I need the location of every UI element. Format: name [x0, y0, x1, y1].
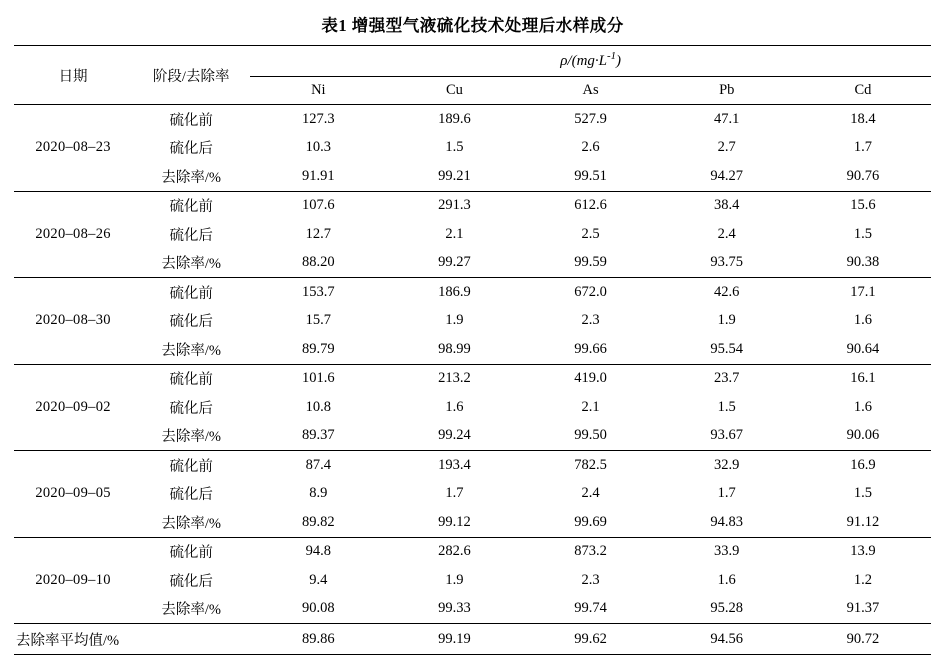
cell-value: 15.6: [795, 191, 931, 220]
table-row: [14, 364, 931, 393]
summary-value: 90.72: [795, 624, 931, 655]
table-row: [14, 422, 931, 451]
cell-value: 2.4: [581, 485, 600, 502]
cell-value: 1.7: [445, 485, 464, 502]
cell-value: 99.51: [574, 167, 607, 184]
cell-value: 99.66: [574, 340, 607, 357]
cell-value: 2.5: [581, 225, 600, 242]
header-col-cd: Cd: [795, 77, 931, 105]
cell-value: 9.4: [309, 571, 328, 588]
row-stage-label: 硫化前: [132, 451, 250, 480]
cell-value: 94.27: [710, 167, 744, 184]
cell-value: 153.7: [250, 278, 386, 307]
cell-value: 612.6: [523, 191, 659, 220]
cell-value: 99.74: [574, 600, 607, 617]
cell-value: 1.7: [853, 139, 872, 156]
cell-value: 99.12: [438, 513, 471, 530]
summary-value: 99.62: [523, 624, 659, 655]
cell-value: 189.6: [386, 105, 522, 134]
cell-value: 1.5: [853, 225, 872, 242]
cell-value: 12.7: [305, 225, 331, 242]
rho-label: ρ/(mg·L: [560, 52, 608, 69]
cell-value: 2.3: [581, 571, 600, 588]
cell-value: 1.5: [445, 139, 464, 156]
cell-value: 15.7: [305, 312, 331, 329]
cell-value: 101.6: [250, 364, 386, 393]
row-stage-label: 硫化后: [169, 314, 213, 331]
cell-value: 1.6: [717, 571, 736, 588]
cell-value: 16.9: [795, 451, 931, 480]
summary-value: 99.19: [386, 624, 522, 655]
row-stage-label: 去除率/%: [161, 342, 221, 359]
cell-value: 23.7: [659, 364, 795, 393]
row-date: 2020–09–02: [14, 364, 132, 451]
water-sample-composition-table: [14, 45, 931, 655]
cell-value: 213.2: [386, 364, 522, 393]
rho-tail: ): [616, 52, 622, 69]
cell-value: 91.12: [846, 513, 880, 530]
cell-value: 419.0: [523, 364, 659, 393]
cell-value: 1.7: [717, 485, 736, 502]
cell-value: 90.06: [846, 427, 880, 444]
cell-value: 1.6: [853, 398, 872, 415]
row-stage-label: 硫化前: [132, 537, 250, 566]
cell-value: 1.5: [853, 485, 872, 502]
table-row: [14, 307, 931, 336]
cell-value: 91.37: [846, 600, 880, 617]
cell-value: 2.7: [717, 139, 736, 156]
cell-value: 782.5: [523, 451, 659, 480]
summary-label: 去除率平均值/%: [14, 624, 250, 655]
cell-value: 98.99: [438, 340, 471, 357]
row-stage-label: 硫化后: [169, 227, 213, 244]
cell-value: 1.2: [853, 571, 872, 588]
row-stage-label: 硫化后: [169, 141, 213, 158]
cell-value: 2.6: [581, 139, 600, 156]
cell-value: 90.38: [846, 254, 880, 271]
cell-value: 13.9: [795, 537, 931, 566]
row-stage-label: 去除率/%: [161, 256, 221, 273]
cell-value: 90.08: [302, 600, 335, 617]
rho-exponent: -1: [607, 49, 617, 62]
cell-value: 672.0: [523, 278, 659, 307]
cell-value: 89.82: [302, 513, 335, 530]
table-row: [14, 566, 931, 595]
header-rho-unit: [250, 46, 931, 77]
cell-value: 186.9: [386, 278, 522, 307]
cell-value: 1.6: [445, 398, 464, 415]
cell-value: 90.76: [846, 167, 880, 184]
header-stage: 阶段/去除率: [132, 46, 250, 105]
cell-value: 99.69: [574, 513, 607, 530]
header-col-ni: Ni: [250, 77, 386, 105]
cell-value: 89.79: [302, 340, 335, 357]
cell-value: 99.21: [438, 167, 471, 184]
cell-value: 2.4: [717, 225, 736, 242]
table-row: [14, 508, 931, 537]
summary-value: 89.86: [250, 624, 386, 655]
cell-value: 16.1: [795, 364, 931, 393]
cell-value: 193.4: [386, 451, 522, 480]
cell-value: 95.54: [710, 340, 744, 357]
cell-value: 88.20: [302, 254, 335, 271]
cell-value: 42.6: [659, 278, 795, 307]
cell-value: 1.6: [853, 312, 872, 329]
cell-value: 90.64: [846, 340, 880, 357]
row-stage-label: 去除率/%: [161, 429, 221, 446]
table-row: [14, 537, 931, 566]
cell-value: 99.27: [438, 254, 471, 271]
cell-value: 91.91: [302, 167, 335, 184]
cell-value: 2.1: [445, 225, 464, 242]
cell-value: 95.28: [710, 600, 744, 617]
cell-value: 282.6: [386, 537, 522, 566]
cell-value: 873.2: [523, 537, 659, 566]
table-title: 表1 增强型气液硫化技术处理后水样成分: [321, 16, 624, 35]
header-col-as: As: [523, 77, 659, 105]
cell-value: 99.59: [574, 254, 607, 271]
header-col-pb: Pb: [659, 77, 795, 105]
cell-value: 127.3: [250, 105, 386, 134]
row-date: 2020–08–23: [14, 105, 132, 192]
table-row: [14, 105, 931, 134]
cell-value: 1.5: [717, 398, 736, 415]
cell-value: 1.9: [445, 571, 464, 588]
cell-value: 17.1: [795, 278, 931, 307]
header-date: 日期: [14, 46, 132, 105]
table-row: [14, 278, 931, 307]
cell-value: 8.9: [309, 485, 328, 502]
cell-value: 93.67: [710, 427, 744, 444]
table-row: [14, 393, 931, 422]
cell-value: 1.9: [717, 312, 736, 329]
row-stage-label: 硫化前: [132, 278, 250, 307]
cell-value: 47.1: [659, 105, 795, 134]
table-row: [14, 162, 931, 191]
table-row: [14, 191, 931, 220]
cell-value: 2.1: [581, 398, 600, 415]
table-header-row-1: [14, 46, 931, 77]
row-stage-label: 硫化后: [169, 487, 213, 504]
cell-value: 32.9: [659, 451, 795, 480]
table-row: [14, 595, 931, 624]
table-row: [14, 134, 931, 163]
cell-value: 94.83: [710, 513, 744, 530]
cell-value: 99.33: [438, 600, 471, 617]
table-row: [14, 249, 931, 278]
cell-value: 99.24: [438, 427, 471, 444]
cell-value: 87.4: [250, 451, 386, 480]
cell-value: 291.3: [386, 191, 522, 220]
summary-row: [14, 624, 931, 655]
cell-value: 94.8: [250, 537, 386, 566]
summary-value: 94.56: [659, 624, 795, 655]
row-stage-label: 去除率/%: [161, 169, 221, 186]
table-row: [14, 480, 931, 509]
row-stage-label: 硫化后: [169, 400, 213, 417]
cell-value: 38.4: [659, 191, 795, 220]
cell-value: 33.9: [659, 537, 795, 566]
row-date: 2020–08–26: [14, 191, 132, 278]
cell-value: 1.9: [445, 312, 464, 329]
cell-value: 107.6: [250, 191, 386, 220]
row-stage-label: 硫化前: [132, 364, 250, 393]
cell-value: 10.3: [305, 139, 331, 156]
cell-value: 10.8: [305, 398, 331, 415]
header-col-cu: Cu: [386, 77, 522, 105]
row-stage-label: 硫化前: [132, 105, 250, 134]
cell-value: 18.4: [795, 105, 931, 134]
cell-value: 99.50: [574, 427, 607, 444]
row-stage-label: 硫化后: [169, 573, 213, 590]
table-row: [14, 451, 931, 480]
table-row: [14, 220, 931, 249]
cell-value: 2.3: [581, 312, 600, 329]
cell-value: 93.75: [710, 254, 744, 271]
row-date: 2020–09–10: [14, 537, 132, 624]
table-row: [14, 335, 931, 364]
row-stage-label: 去除率/%: [161, 515, 221, 532]
row-stage-label: 硫化前: [132, 191, 250, 220]
cell-value: 527.9: [523, 105, 659, 134]
cell-value: 89.37: [302, 427, 335, 444]
row-stage-label: 去除率/%: [161, 602, 221, 619]
row-date: 2020–09–05: [14, 451, 132, 538]
row-date: 2020–08–30: [14, 278, 132, 365]
